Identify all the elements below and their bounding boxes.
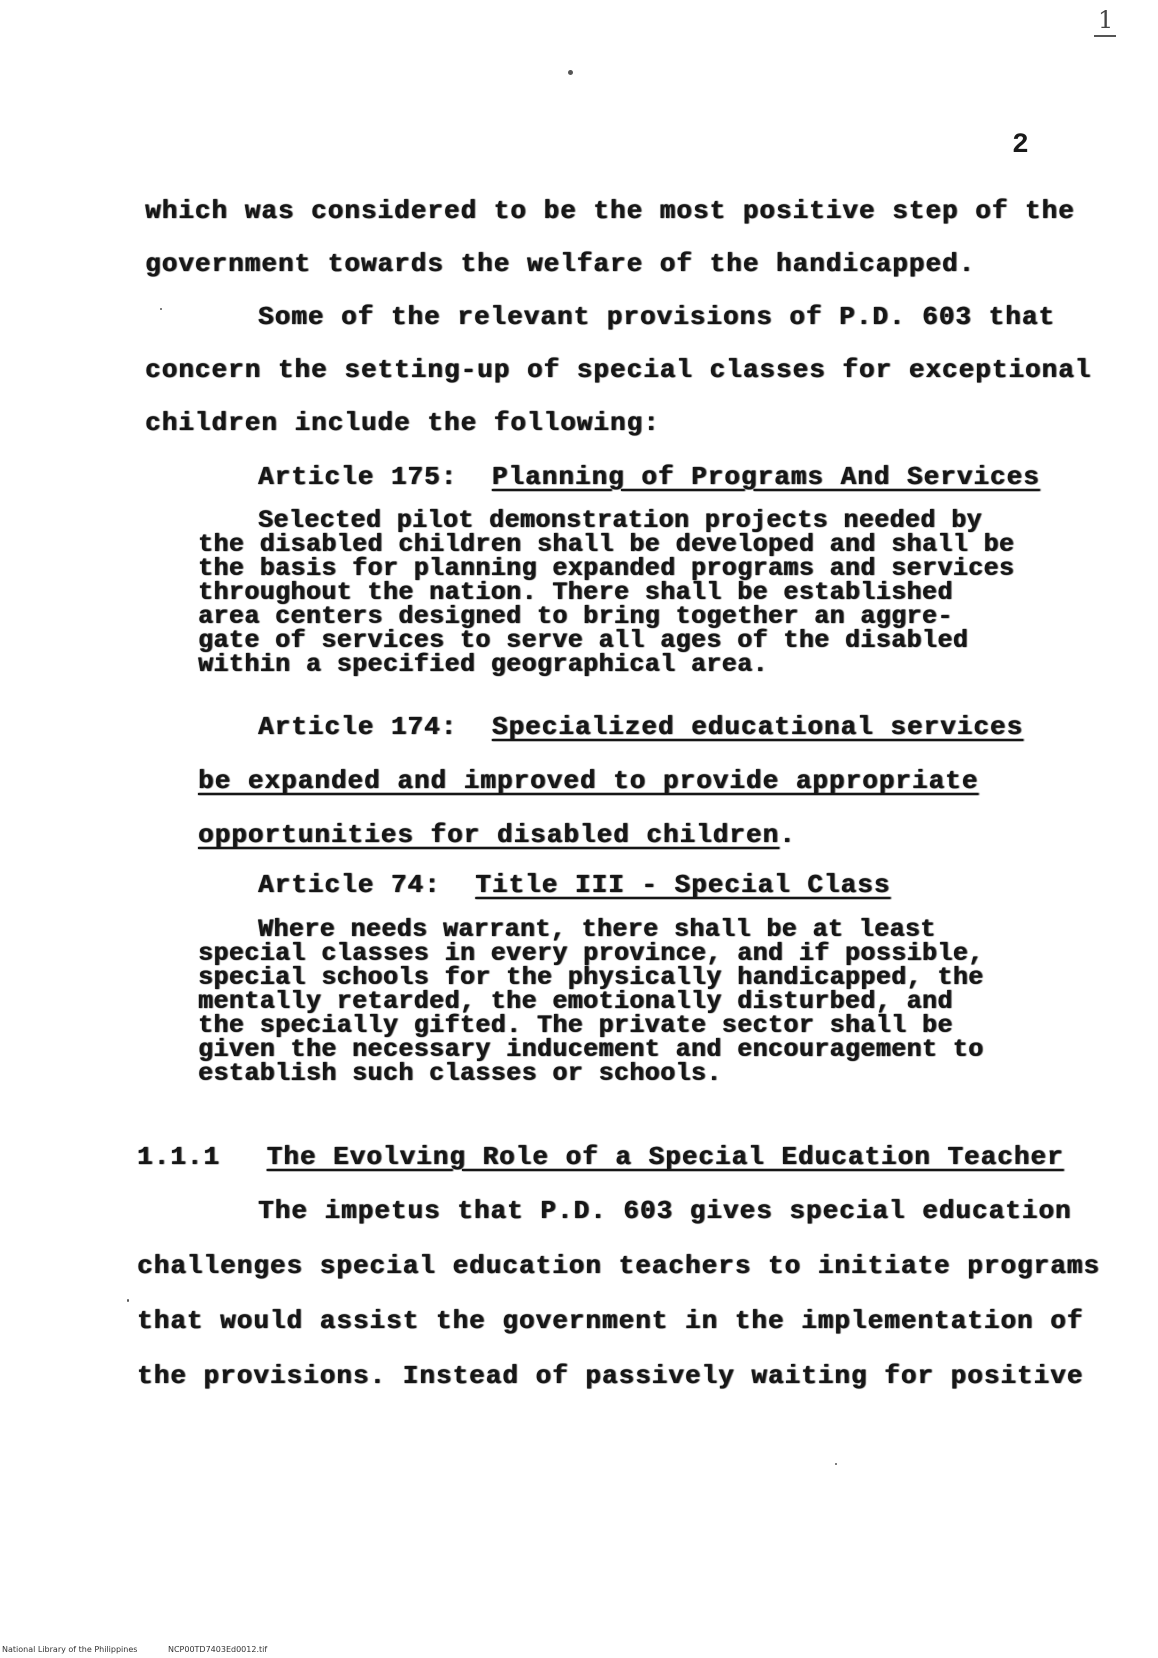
scan-speck <box>835 1463 837 1465</box>
article-174-line: Specialized educational services <box>491 712 1024 742</box>
article-175-line: gate of services to serve all ages of the disabled <box>198 626 969 655</box>
article-74-line: mentally retarded, the emotionally disturbed, and <box>198 987 953 1016</box>
article-174-text: opportunities for disabled children <box>198 820 780 850</box>
body-line: children include the following: <box>145 408 660 438</box>
article-175-line: throughout the nation. There shall be established <box>198 578 953 607</box>
article-174-period: . <box>779 820 796 850</box>
body-line: government towards the welfare of the handicapped. <box>145 249 976 279</box>
body-line: The impetus that P.D. 603 gives special education <box>258 1196 1072 1226</box>
body-line: concern the setting-up of special classes for exceptional <box>145 355 1092 385</box>
corner-mark-underline <box>1094 35 1116 37</box>
article-175-line: the disabled children shall be developed and shall be <box>198 530 1015 559</box>
scan-speck <box>127 1299 129 1302</box>
article-74-line: special classes in every province, and if possible, <box>198 939 984 968</box>
footer-file: NCP00TD7403Ed0012.tif <box>167 1645 268 1654</box>
article-175-line: area centers designed to bring together an aggre- <box>198 602 953 631</box>
article-175-heading <box>258 462 1040 492</box>
footer-library: National Library of the Philippines <box>2 1645 138 1654</box>
article-175-line: the basis for planning expanded programs and services <box>198 554 1015 583</box>
article-74-line: the specially gifted. The private sector shall be <box>198 1011 953 1040</box>
article-74-line: given the necessary inducement and encouragement to <box>198 1035 984 1064</box>
scan-footer <box>2 1645 295 1654</box>
scan-speck <box>568 70 573 75</box>
article-174-text: be expanded and improved to provide appropriate <box>198 766 979 796</box>
article-74-line: special schools for the physically handicapped, the <box>198 963 984 992</box>
article-175-line: Selected pilot demonstration projects needed by <box>258 506 982 535</box>
body-line: which was considered to be the most positive step of the <box>145 196 1075 226</box>
body-line: the provisions. Instead of passively waiting for positive <box>137 1361 1084 1391</box>
article-74-line: Where needs warrant, there shall be at least <box>258 915 936 944</box>
article-174-heading <box>258 712 1023 742</box>
article-175-title: Planning of Programs And Services <box>491 462 1040 492</box>
article-74-title: Title III - Special Class <box>475 870 891 900</box>
body-line: challenges special education teachers to initiate programs <box>137 1251 1100 1281</box>
body-line: that would assist the government in the implementation of <box>137 1306 1084 1336</box>
section-number: 1.1.1 <box>137 1142 221 1172</box>
page-number: 2 <box>1012 130 1029 161</box>
article-74-heading <box>258 870 890 900</box>
article-174-label: Article 174: <box>258 712 458 742</box>
article-74-line: establish such classes or schools. <box>198 1059 722 1088</box>
section-title: The Evolving Role of a Special Education Teacher <box>266 1142 1064 1172</box>
article-175-line: within a specified geographical area. <box>198 650 768 679</box>
article-174-line <box>198 766 978 796</box>
article-175-label: Article 175: <box>258 462 458 492</box>
corner-page-mark: 1 <box>1098 6 1114 34</box>
article-74-label: Article 74: <box>258 870 441 900</box>
scan-speck <box>160 308 162 310</box>
body-line: Some of the relevant provisions of P.D. 603 that <box>258 302 1055 332</box>
article-174-line <box>198 820 796 850</box>
section-heading <box>137 1142 1064 1172</box>
